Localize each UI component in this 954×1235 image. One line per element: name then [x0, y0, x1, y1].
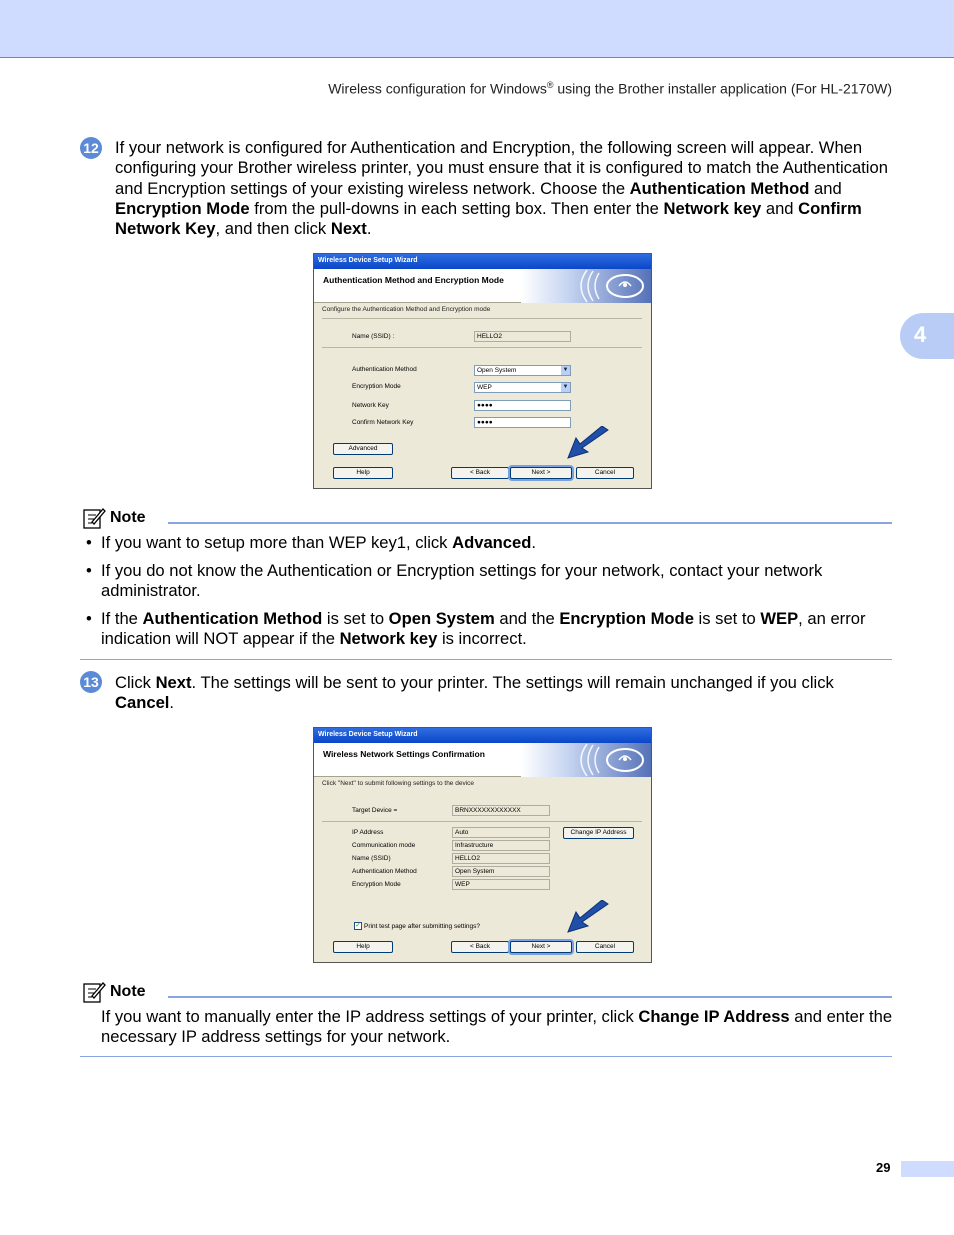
- dialog-title-bar: Wireless Device Setup Wizard: [314, 254, 651, 269]
- pointer-arrow-icon: [564, 900, 610, 936]
- header-band: [0, 0, 954, 58]
- next-button[interactable]: Next >: [510, 941, 572, 953]
- back-button[interactable]: < Back: [451, 941, 509, 953]
- auth-method-label: Authentication Method: [352, 366, 417, 373]
- summary-label: Name (SSID): [352, 855, 391, 862]
- step-number-13: 13: [80, 671, 102, 693]
- back-button[interactable]: < Back: [451, 467, 509, 479]
- note-bullet: • If you want to setup more than WEP key1, click Advanced.: [86, 533, 892, 553]
- encryption-mode-select[interactable]: WEP ▼: [474, 382, 571, 393]
- help-button[interactable]: Help: [333, 467, 393, 479]
- auth-method-select[interactable]: Open System ▼: [474, 365, 571, 376]
- summary-value: HELLO2: [452, 853, 550, 864]
- dialog-banner: [314, 743, 651, 777]
- advanced-button[interactable]: Advanced: [333, 443, 393, 455]
- settings-confirmation-dialog: [313, 727, 652, 963]
- change-ip-address-button[interactable]: Change IP Address: [563, 827, 634, 839]
- next-button[interactable]: Next >: [510, 467, 572, 479]
- wireless-logo-icon: [521, 743, 651, 777]
- wireless-logo-icon: [521, 269, 651, 303]
- print-test-page-label: Print test page after submitting settings?: [364, 922, 480, 930]
- help-button[interactable]: Help: [333, 941, 393, 953]
- encryption-mode-label: Encryption Mode: [352, 383, 401, 390]
- ssid-field: HELLO2: [474, 331, 571, 342]
- cancel-button[interactable]: Cancel: [576, 941, 634, 953]
- chapter-number: 4: [914, 322, 927, 347]
- dialog-subtitle: Configure the Authentication Method and Encryption mode: [322, 306, 491, 313]
- checkbox-checked-icon[interactable]: ✓: [355, 922, 361, 929]
- summary-value: WEP: [452, 879, 550, 890]
- cancel-button[interactable]: Cancel: [576, 467, 634, 479]
- auth-encryption-dialog: [313, 253, 652, 489]
- note-bullet: • If the Authentication Method is set to Open System and the Encryption Mode is set to WEP, an error indication will NOT appear if the Network key is incorrect.: [86, 609, 892, 650]
- confirm-key-label: Confirm Network Key: [352, 419, 414, 426]
- summary-label: Communication mode: [352, 842, 416, 849]
- page-tab: [901, 1161, 954, 1177]
- summary-value: Auto: [452, 827, 550, 838]
- network-key-label: Network Key: [352, 402, 389, 409]
- target-device-label: Target Device =: [352, 807, 398, 814]
- chapter-tab: [900, 313, 954, 359]
- divider: [322, 821, 642, 822]
- summary-label: Authentication Method: [352, 868, 417, 875]
- chevron-down-icon[interactable]: ▼: [562, 367, 569, 373]
- note-end-rule: [80, 659, 892, 660]
- dialog-heading: Wireless Network Settings Confirmation: [323, 749, 485, 759]
- print-test-page-option[interactable]: [354, 922, 480, 930]
- dialog-banner: [314, 269, 651, 303]
- summary-label: Encryption Mode: [352, 881, 401, 888]
- step-12-text: If your network is configured for Authentication and Encryption, the following screen will appear. When configuring your Brother wireless printer, you must ensure that it is configured to match the Authentication and Encryption settings of your existing wireless network. Choose the Authentication Method and Encryption Mode from the pull-downs in each setting box. Then enter the Network key and Confirm Network Key, and then click Next.: [115, 138, 888, 239]
- dialog-title-bar: Wireless Device Setup Wizard: [314, 728, 651, 743]
- chevron-down-icon[interactable]: ▼: [562, 384, 569, 390]
- note-rule: [168, 996, 892, 998]
- target-device-field: BRNXXXXXXXXXXXX: [452, 805, 550, 816]
- note-bullet: • If you do not know the Authentication or Encryption settings for your network, contact your network administrator.: [86, 561, 892, 602]
- note-end-rule: [80, 1056, 892, 1057]
- note-label: Note: [110, 509, 146, 526]
- step-number-12: 12: [80, 137, 102, 159]
- note-rule: [168, 522, 892, 524]
- step-13-text: Click Next. The settings will be sent to your printer. The settings will remain unchanged if you click Cancel.: [115, 673, 834, 713]
- confirm-key-input[interactable]: ●●●●: [474, 417, 571, 428]
- network-key-input[interactable]: ●●●●: [474, 400, 571, 411]
- dialog-subtitle: Click "Next" to submit following settings to the device: [322, 780, 475, 787]
- summary-value: Open System: [452, 866, 550, 877]
- note-header: [82, 505, 146, 531]
- summary-value: Infrastructure: [452, 840, 550, 851]
- divider: [322, 318, 642, 319]
- running-head: Wireless configuration for Windows® using the Brother installer application (For HL-2170W): [328, 80, 892, 97]
- note-header: [82, 979, 146, 1005]
- page-number: 29: [876, 1160, 891, 1175]
- note-label: Note: [110, 983, 146, 1000]
- summary-label: IP Address: [352, 829, 384, 836]
- note-paragraph: If you want to manually enter the IP address settings of your printer, click Change IP Address and enter the necessary IP address settings for your network.: [101, 1007, 893, 1047]
- pointer-arrow-icon: [564, 426, 610, 462]
- pencil-note-icon: [82, 506, 106, 530]
- dialog-heading: Authentication Method and Encryption Mode: [323, 275, 504, 285]
- pencil-note-icon: [82, 980, 106, 1004]
- note-bullet-list: [86, 533, 892, 657]
- ssid-label: Name (SSID) :: [352, 333, 395, 340]
- divider: [322, 347, 642, 348]
